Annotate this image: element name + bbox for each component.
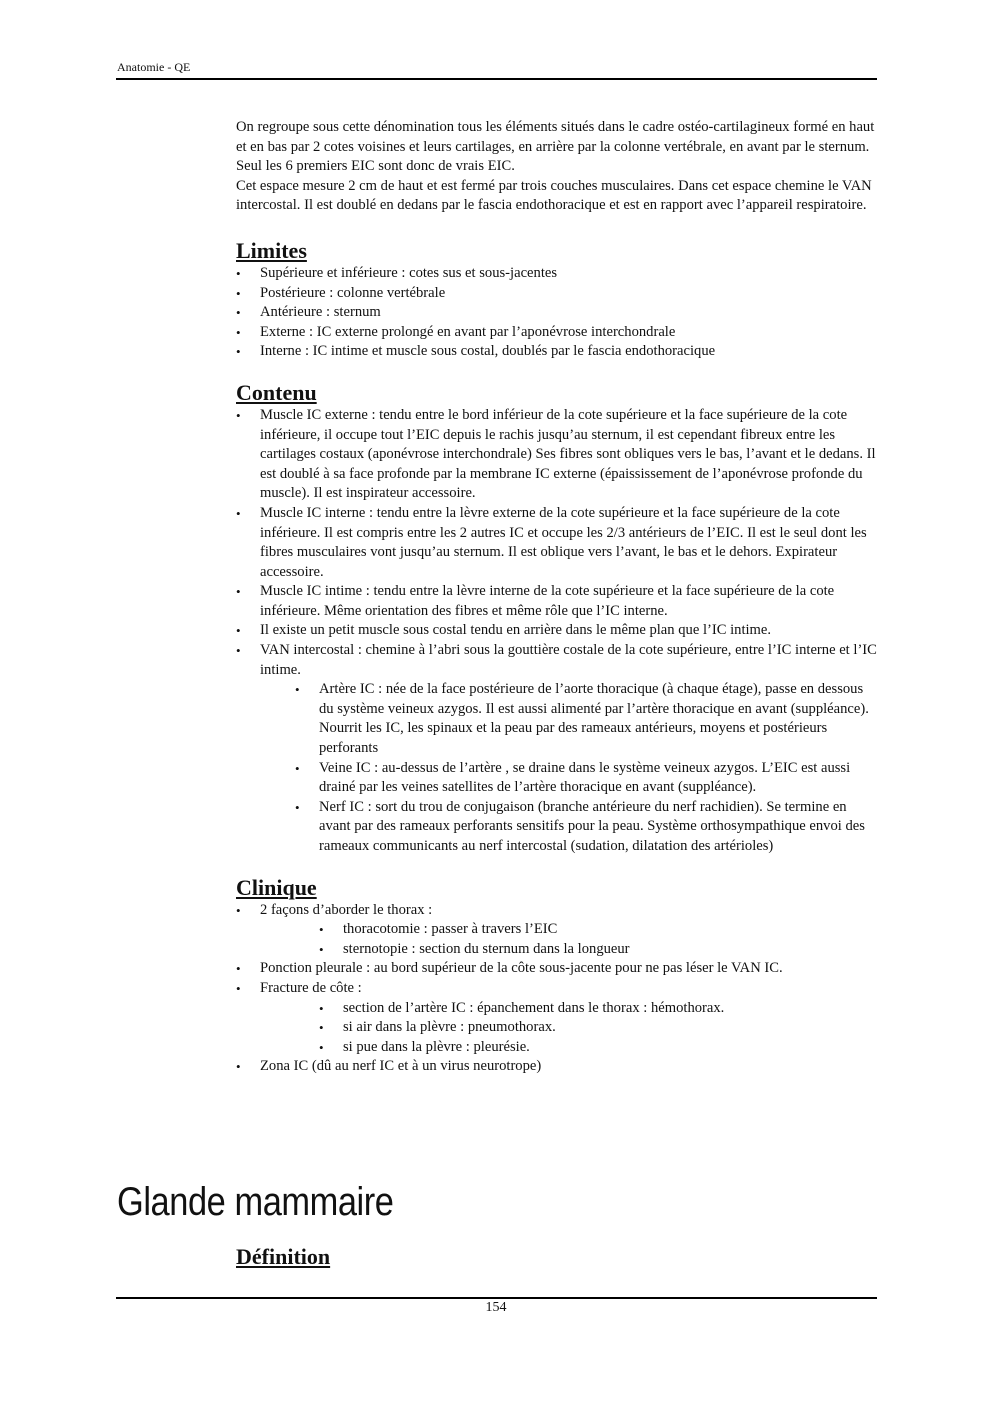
list-item: • Ponction pleurale : au bord supérieur de la côte sous-jacente pour ne pas léser le VAN IC. (236, 959, 878, 979)
list-item: • Il existe un petit muscle sous costal tendu en arrière dans le même plan que l’IC intime. (236, 621, 878, 641)
list-item: • Antérieure : sternum (236, 303, 878, 323)
list-item: • 2 façons d’aborder le thorax : • thoracotomie : passer à travers l’EIC • sternotopie : section du sternum dans la longueur (236, 901, 878, 960)
list-item: • sternotopie : section du sternum dans la longueur (319, 940, 878, 960)
bullet-icon: • (236, 1059, 241, 1075)
list-item: • Supérieure et inférieure : cotes sus et sous-jacentes (236, 264, 878, 284)
bullet-icon: • (295, 760, 300, 776)
list-item: • Postérieure : colonne vertébrale (236, 284, 878, 304)
list-item: • si air dans la plèvre : pneumothorax. (319, 1018, 878, 1038)
bullet-icon: • (319, 1039, 324, 1055)
bullet-icon: • (236, 584, 241, 600)
limites-list (236, 264, 878, 362)
bullet-icon: • (236, 505, 241, 521)
section-title: Glande mammaire (117, 1180, 394, 1224)
bullet-icon: • (236, 623, 241, 639)
list-item: • Muscle IC externe : tendu entre le bord inférieur de la cote supérieure et la face supérieure de la cote inférieure, il occupe tout l’EIC depuis le rachis jusqu’au sternum, il est cependant fibreux entre les cartilages costaux (aponévrose interchondrale) Ses fibres sont obliques vers le bas, l’avant et le dedans. Il est doublé à sa face profonde par la membrane IC externe (épaississement de l’aponévrose profonde du muscle). Il est inspirateur accessoire. (236, 406, 876, 502)
list-item: • Muscle IC intime : tendu entre la lèvre interne de la cote supérieure et la face supérieure de la cote inférieure. Même orientation des fibres et même rôle que l’IC interne. (236, 583, 835, 619)
list-item: • Artère IC : née de la face postérieure de l’aorte thoracique (à chaque étage), passe en dessous du système veineux azygos. Il est aussi alimenté par l’artère thoracique en avant (suppléance). Nourrit les IC, les spinaux et la peau par des rameaux antérieurs, moyens et postérieurs perforants (295, 681, 869, 757)
footer-rule (116, 1297, 877, 1299)
heading-clinique: Clinique (236, 874, 317, 900)
van-sublist (260, 680, 878, 856)
intro-paragraph-1: On regroupe sous cette dénomination tous les éléments situés dans le cadre ostéo-cartilagineux formé en haut et en bas par 2 cotes voisines et leurs cartilages, en arrière par la colonne vertébrale, en avant par le sternum. Seul les 6 premiers EIC sont donc de vrais EIC. (236, 119, 875, 175)
heading-contenu: Contenu (236, 379, 317, 405)
bullet-icon: • (295, 799, 300, 815)
list-item: • Zona IC (dû au nerf IC et à un virus neurotrope) (236, 1057, 878, 1077)
bullet-icon: • (236, 407, 241, 423)
bullet-icon: • (319, 1020, 324, 1036)
clinique-list (236, 901, 878, 1077)
list-item: • thoracotomie : passer à travers l’EIC (319, 920, 878, 940)
header-rule (116, 78, 877, 80)
page-number: 154 (485, 1300, 507, 1315)
running-header: Anatomie - QE (117, 60, 191, 74)
thorax-approach-sublist (260, 920, 878, 959)
page-content (236, 118, 878, 1077)
list-item: • Nerf IC : sort du trou de conjugaison (branche antérieure du nerf rachidien). Se termine en avant par des rameaux perforants sensitifs pour la peau. Système orthosympathique envoi des rameaux communicants au nerf intercostal (sudation, dilatation des artérioles) (295, 798, 865, 854)
bullet-icon: • (319, 1000, 324, 1016)
bullet-icon: • (236, 305, 241, 321)
bullet-icon: • (236, 324, 241, 340)
list-item: • VAN intercostal : chemine à l’abri sous la gouttière costale de la cote supérieure, entre l’IC interne et l’IC intime. • Artère IC : née de la face postérieure de l’aorte thoracique (à chaque étage), passe en dessous du système veineux azygos. Il est aussi alimenté par l’artère thoracique en avant (suppléance). Nourrit les IC, les spinaux et la peau par des rameaux antérieurs, moyens et postérieurs perforants • Veine IC : au-dessus de l’artère , se draine dans le système veineux azygos. L’EIC est aussi drainé par les veines satellites de l’artère thoracique en avant (suppléance). • Nerf IC : sort du trou de conjugaison (branche antérieure du nerf rachidien). Se termine en avant par des rameaux perforants sensitifs pour la peau. Système orthosympathique envoi des rameaux communicants au nerf intercostal (sudation, dilatation des artérioles) (236, 641, 878, 857)
bullet-icon: • (236, 902, 241, 918)
bullet-icon: • (236, 980, 241, 996)
list-item: • Veine IC : au-dessus de l’artère , se draine dans le système veineux azygos. L’EIC est aussi drainé par les veines satellites de l’artère thoracique en avant (suppléance). (295, 759, 851, 796)
list-item: • Interne : IC intime et muscle sous costal, doublés par le fascia endothoracique (236, 342, 878, 362)
list-item: • si pue dans la plèvre : pleurésie. (319, 1038, 878, 1058)
list-item: • Muscle IC interne : tendu entre la lèvre externe de la cote supérieure et la face supérieure de la cote inférieure. Il est compris entre les 2 autres IC et occupe les 2/3 antérieurs de l’EIC. Il est le seul dont les fibres musculaires vont jusqu’au sternum. Il est oblique vers l’avant, le bas et le dehors. Expirateur accessoire. (236, 504, 867, 580)
list-item: • Externe : IC externe prolongé en avant par l’aponévrose interchondrale (236, 323, 878, 343)
bullet-icon: • (236, 961, 241, 977)
list-item: • Fracture de côte : • section de l’artère IC : épanchement dans le thorax : hémothorax. • si air dans la plèvre : pneumothorax. • si pue dans la plèvre : pleurésie. (236, 979, 878, 1057)
bullet-icon: • (236, 265, 241, 281)
bullet-icon: • (236, 344, 241, 360)
heading-definition: Définition (236, 1244, 331, 1269)
bullet-icon: • (295, 682, 300, 698)
intro-paragraph-2: Cet espace mesure 2 cm de haut et est fermé par trois couches musculaires. Dans cet espace chemine le VAN intercostal. Il est doublé en dedans par le fascia endothoracique et est en rapport avec l’appareil respiratoire. (236, 177, 872, 214)
bullet-icon: • (319, 922, 324, 938)
list-item: • section de l’artère IC : épanchement dans le thorax : hémothorax. (319, 999, 878, 1019)
fracture-sublist (260, 999, 878, 1058)
contenu-list (236, 406, 878, 857)
bullet-icon: • (236, 285, 241, 301)
heading-limites: Limites (236, 237, 307, 263)
bullet-icon: • (319, 941, 324, 957)
bullet-icon: • (236, 643, 241, 659)
